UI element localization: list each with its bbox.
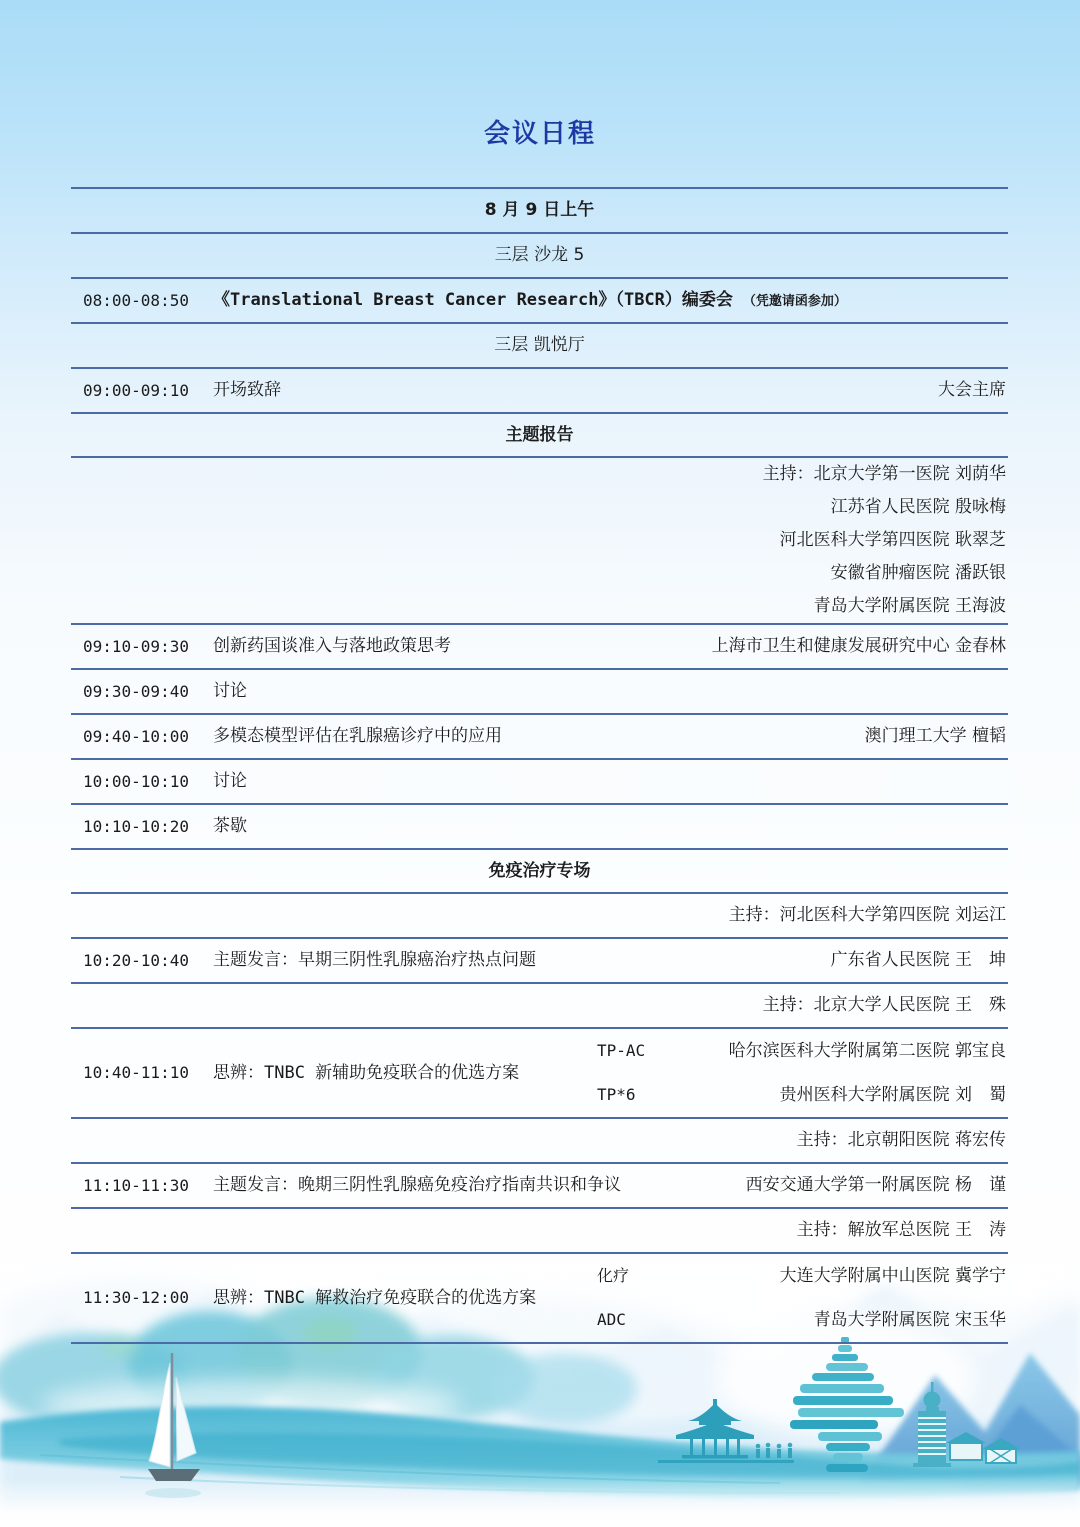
moderator-label: 主持：河北医科大学第四医院 刘运江 (728, 905, 1006, 926)
regimen-tag: TP-AC (597, 1041, 646, 1061)
session-title: 开场致辞 (213, 380, 281, 401)
session-time: 09:40-10:00 (83, 726, 189, 746)
row-session (71, 623, 1008, 668)
moderator-line: 河北医科大学第四医院 耿翠芝 (779, 530, 1006, 550)
row-session (71, 758, 1008, 803)
moderator-label: 主持：北京朝阳医院 蒋宏传 (796, 1130, 1006, 1151)
row-session (71, 937, 1008, 982)
row-section-header (71, 412, 1008, 456)
session-title: 多模态模型评估在乳腺癌诊疗中的应用 (213, 726, 502, 747)
moderator-label: 主持：北京大学人民医院 王 殊 (762, 995, 1006, 1016)
session-speaker: 大会主席 (938, 380, 1006, 401)
moderator-line: 江苏省人民医院 殷咏梅 (830, 497, 1006, 517)
session-title: 思辨：TNBC 解救治疗免疫联合的优选方案 (213, 1287, 537, 1308)
moderator-label: 主持：解放军总医院 王 涛 (796, 1220, 1006, 1241)
section-header-label: 主题报告 (505, 424, 574, 445)
regimen-tag: ADC (597, 1310, 626, 1330)
session-speaker: 青岛大学附属医院 宋玉华 (813, 1309, 1006, 1330)
session-time: 09:00-09:10 (83, 380, 189, 400)
session-title: 主题发言：早期三阴性乳腺癌治疗热点问题 (213, 950, 536, 971)
day-header-label: 8 月 9 日上午 (484, 200, 595, 221)
session-title: 《Translational Breast Cancer Research》（TBCR）编委会 (213, 290, 733, 311)
page-title: 会议日程 (483, 119, 596, 149)
row-debate (71, 1027, 1008, 1117)
session-speaker: 澳门理工大学 檀韬 (864, 726, 1006, 747)
row-moderators (71, 456, 1008, 623)
row-debate (71, 1252, 1008, 1342)
session-speaker: 大连大学附属中山医院 冀学宁 (779, 1265, 1006, 1286)
session-time: 11:10-11:30 (83, 1175, 189, 1195)
debate-pair (571, 1073, 1008, 1117)
session-time: 10:10-10:20 (83, 816, 189, 836)
row-section-header (71, 848, 1008, 892)
regimen-tag: TP*6 (597, 1085, 636, 1105)
session-time: 08:00-08:50 (83, 290, 189, 310)
session-time: 10:00-10:10 (83, 771, 189, 791)
session-time: 09:10-09:30 (83, 636, 189, 656)
session-note: （凭邀请函参加） (742, 294, 847, 310)
session-time: 11:30-12:00 (83, 1288, 189, 1308)
debate-pair (571, 1298, 1008, 1342)
session-title: 主题发言：晚期三阴性乳腺癌免疫治疗指南共识和争议 (213, 1175, 621, 1196)
session-speaker: 西安交通大学第一附属医院 杨 谨 (745, 1175, 1006, 1196)
venue-label: 三层 沙龙 5 (494, 245, 585, 266)
row-session (71, 367, 1008, 412)
debate-pair (571, 1029, 1008, 1073)
session-title: 思辨：TNBC 新辅助免疫联合的优选方案 (213, 1062, 520, 1083)
venue-label: 三层 凯悦厅 (494, 335, 585, 356)
debate-pair (571, 1254, 1008, 1298)
row-session (71, 713, 1008, 758)
row-moderator (71, 982, 1008, 1027)
session-speaker: 广东省人民医院 王 坤 (830, 950, 1006, 971)
section-header-label: 免疫治疗专场 (488, 860, 591, 881)
session-title: 创新药国谈准入与落地政策思考 (213, 636, 451, 657)
row-session (71, 277, 1008, 322)
session-speaker: 上海市卫生和健康发展研究中心 金春林 (711, 636, 1006, 657)
session-title: 讨论 (213, 681, 247, 702)
row-day-header (71, 187, 1008, 232)
row-venue (71, 232, 1008, 277)
agenda-table (71, 187, 1008, 1344)
row-moderator (71, 892, 1008, 937)
row-session (71, 668, 1008, 713)
session-speaker: 贵州医科大学附属医院 刘 蜀 (779, 1084, 1006, 1105)
row-moderator (71, 1207, 1008, 1252)
row-venue (71, 322, 1008, 367)
session-speaker: 哈尔滨医科大学附属第二医院 郭宝良 (728, 1040, 1006, 1061)
moderator-line: 主持：北京大学第一医院 刘荫华 (762, 464, 1006, 484)
debate-pairs (571, 1254, 1008, 1342)
regimen-tag: 化疗 (597, 1266, 630, 1286)
row-moderator (71, 1117, 1008, 1162)
session-time: 09:30-09:40 (83, 681, 189, 701)
session-time: 10:20-10:40 (83, 950, 189, 970)
debate-pairs (571, 1029, 1008, 1117)
moderator-line: 青岛大学附属医院 王海波 (813, 596, 1006, 616)
session-time: 10:40-11:10 (83, 1063, 189, 1083)
moderator-line: 安徽省肿瘤医院 潘跃银 (830, 563, 1006, 583)
row-session (71, 1162, 1008, 1207)
session-title: 讨论 (213, 771, 247, 792)
session-title: 茶歇 (213, 816, 247, 837)
row-session (71, 803, 1008, 848)
